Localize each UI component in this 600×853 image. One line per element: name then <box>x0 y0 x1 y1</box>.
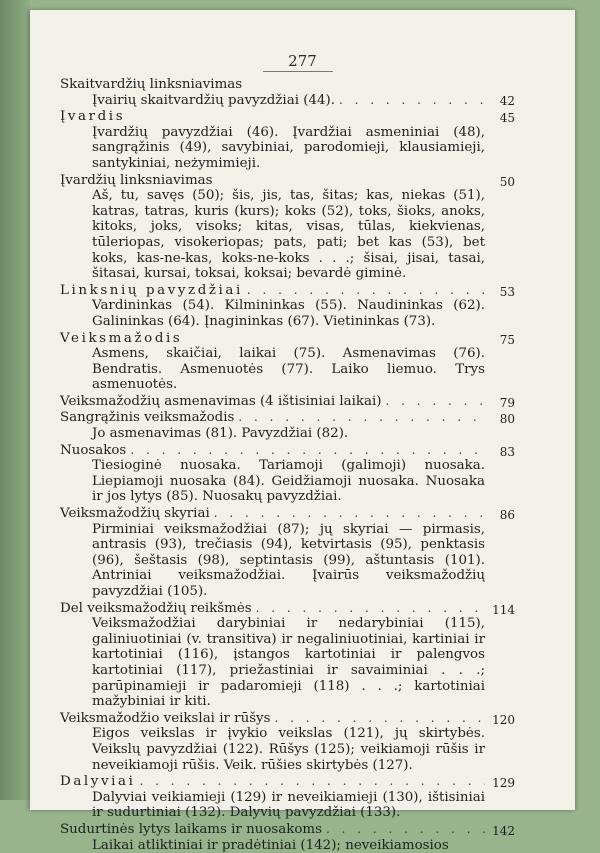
toc-entry-title: Įvardis <box>60 109 125 125</box>
table-of-contents <box>60 77 485 853</box>
page-number: 277 <box>30 52 575 70</box>
toc-entry <box>60 774 485 821</box>
toc-entry-detail-text: Vardininkas (54). Kilmininkas (55). Naudininkas (62). Galininkas (64). Įnagininkas (67). Vietininkas (73). <box>92 298 485 329</box>
toc-entry-detail-text: Eigos veikslas ir įvykio veikslas (121), jų skirtybės. Veikslų pavyzdžiai (122). Rūšys (125); veikiamoji rūšis ir neveikiamoji rūšis. Veik. rūšies skirtybės (127). <box>92 726 485 772</box>
toc-entry-title: Skaitvardžių linksniavimas <box>60 77 242 93</box>
toc-entry-heading <box>60 283 485 299</box>
toc-entry-page-number: 142 <box>487 824 515 840</box>
toc-entry <box>60 173 485 282</box>
toc-entry-page-number: 42 <box>487 94 515 110</box>
toc-entry-heading <box>60 774 485 790</box>
toc-entry-detail <box>60 726 485 773</box>
toc-entry <box>60 443 485 505</box>
dot-leader <box>243 283 485 299</box>
toc-entry-page-number: 79 <box>487 396 515 412</box>
toc-entry-heading <box>60 506 485 522</box>
toc-entry-title: Dalyviai <box>60 774 135 790</box>
toc-entry-heading <box>60 394 485 410</box>
toc-entry-title: Veiksmažodžio veikslai ir rūšys <box>60 711 271 727</box>
toc-entry-detail <box>60 125 485 172</box>
toc-entry-page-number: 75 <box>487 333 515 349</box>
dot-leader <box>252 601 485 617</box>
toc-entry <box>60 283 485 330</box>
toc-entry-detail <box>60 838 485 853</box>
toc-entry-detail <box>60 188 485 282</box>
toc-entry-detail-text: Dalyviai veikiamieji (129) ir neveikiamieji (130), ištisiniai ir sudurtiniai (132). Dalyvių pavyzdžiai (133). <box>92 790 485 821</box>
toc-entry-title: Del veiksmažodžių reikšmės <box>60 601 252 617</box>
toc-entry-title: Įvardžių linksniavimas <box>60 173 213 189</box>
dot-leader <box>210 506 485 522</box>
toc-entry-detail <box>60 790 485 821</box>
toc-entry-detail <box>60 522 485 600</box>
page-number-rule <box>263 71 333 72</box>
toc-entry-heading <box>60 173 485 189</box>
toc-entry-heading <box>60 601 485 617</box>
dot-leader <box>322 822 485 838</box>
toc-entry <box>60 601 485 710</box>
toc-entry-detail-text: Įvardžių pavyzdžiai (46). Įvardžiai asmeniniai (48), sangrąžinis (49), savybiniai, parodomieji, klausiamieji, santykiniai, neżymimieji. <box>92 125 485 171</box>
toc-entry-detail-text: Įvairių skaitvardžių pavyzdžiai (44). <box>92 93 335 109</box>
dot-leader <box>135 774 485 790</box>
toc-entry-title: Sudurtinės lytys laikams ir nuosakoms <box>60 822 322 838</box>
toc-entry-title: Veiksmažodžių asmenavimas (4 ištisiniai laikai) <box>60 394 382 410</box>
toc-entry-detail-text: Aš, tu, savęs (50); šis, jis, tas, šitas; kas, niekas (51), katras, tatras, kuris (kurs); koks (52), toks, šioks, anoks, kitoks, joks, visoks; kitas, visas, tūlas, kiekvienas, tūleriopas, visokeriopas; pats, pati; bet kas (53), bet koks, kas-ne-kas, koks-ne-koks . . .; šisai, jisai, tasai, šitasai, kursai, toksai, koksai; bevardė giminė. <box>92 188 485 281</box>
toc-entry-detail-text: Veiksmažodžiai darybiniai ir nedarybiniai (115), galiniuotiniai (v. transitiva) ir negaliniuotiniai, kartiniai ir kartotiniai (116), įstangos kartotiniai ir palengvos kartotiniai (117), priežastiniai ir savaiminiai . . .; parūpinamieji ir padaromieji (118) . . .; kartotiniai mažybiniai ir kiti. <box>92 616 485 709</box>
dot-leader <box>335 93 485 109</box>
toc-entry <box>60 394 485 410</box>
toc-entry-title: Veiksmažodis <box>60 331 182 347</box>
toc-entry-page-number: 50 <box>487 175 515 191</box>
book-spine-shadow <box>0 0 30 800</box>
toc-entry-detail-text: Asmens, skaičiai, laikai (75). Asmenavimas (76). Bendratis. Asmenuotės (77). Laiko liemuo. Trys asmenuotės. <box>92 346 485 392</box>
toc-entry-detail-text: Pirminiai veiksmažodžiai (87); jų skyriai — pirmasis, antrasis (93), trečiasis (94), ketvirtasis (95), penktasis (96), šeštasis (98), septintasis (99), aštuntasis (101). Antriniai veiksmažodžiai. Įvairūs veiksmažodžių pavyzdžiai (105). <box>92 522 485 599</box>
toc-entry <box>60 506 485 600</box>
toc-entry-detail <box>60 426 485 442</box>
toc-entry-detail <box>60 298 485 329</box>
dot-leader <box>382 394 485 410</box>
toc-entry-heading <box>60 331 485 347</box>
toc-entry-page-number: 120 <box>487 713 515 729</box>
book-page <box>30 10 575 810</box>
toc-entry-detail <box>60 616 485 710</box>
dot-leader <box>126 443 485 459</box>
toc-entry-title: Sangrąžinis veiksmažodis <box>60 410 234 426</box>
toc-entry <box>60 331 485 393</box>
toc-entry-page-number: 45 <box>487 111 515 127</box>
toc-entry-heading <box>60 443 485 459</box>
toc-entry-heading <box>60 109 485 125</box>
toc-entry-page-number: 80 <box>487 412 515 428</box>
toc-entry <box>60 711 485 773</box>
toc-entry-page-number: 86 <box>487 508 515 524</box>
toc-entry-heading <box>60 822 485 838</box>
toc-entry-detail <box>60 93 485 109</box>
toc-entry-detail-text: Jo asmenavimas (81). Pavyzdžiai (82). <box>92 426 348 441</box>
toc-entry-title: Veiksmažodžių skyriai <box>60 506 210 522</box>
toc-entry-detail <box>60 458 485 505</box>
toc-entry-detail-text: Tiesioginė nuosaka. Tariamoji (galimoji) nuosaka. Liepiamoji nuosaka (84). Geidžiamoji nuosaka. Nuosaka ir jos lytys (85). Nuosakų pavyzdžiai. <box>92 458 485 504</box>
toc-entry-detail-text: Laikai atliktiniai ir pradėtiniai (142); neveikiamosios <box>92 838 449 853</box>
toc-entry-heading <box>60 711 485 727</box>
toc-entry <box>60 410 485 441</box>
toc-entry-page-number: 129 <box>487 776 515 792</box>
toc-entry <box>60 77 485 108</box>
toc-entry-detail <box>60 346 485 393</box>
dot-leader <box>271 711 486 727</box>
toc-entry-page-number: 114 <box>487 603 515 619</box>
toc-entry-page-number: 83 <box>487 445 515 461</box>
toc-entry-heading <box>60 410 485 426</box>
dot-leader <box>234 410 485 426</box>
toc-entry <box>60 109 485 171</box>
toc-entry-heading <box>60 77 485 93</box>
toc-entry <box>60 822 485 853</box>
toc-entry-title: Nuosakos <box>60 443 126 459</box>
toc-entry-title: Linksnių pavyzdžiai <box>60 283 243 299</box>
toc-entry-page-number: 53 <box>487 285 515 301</box>
